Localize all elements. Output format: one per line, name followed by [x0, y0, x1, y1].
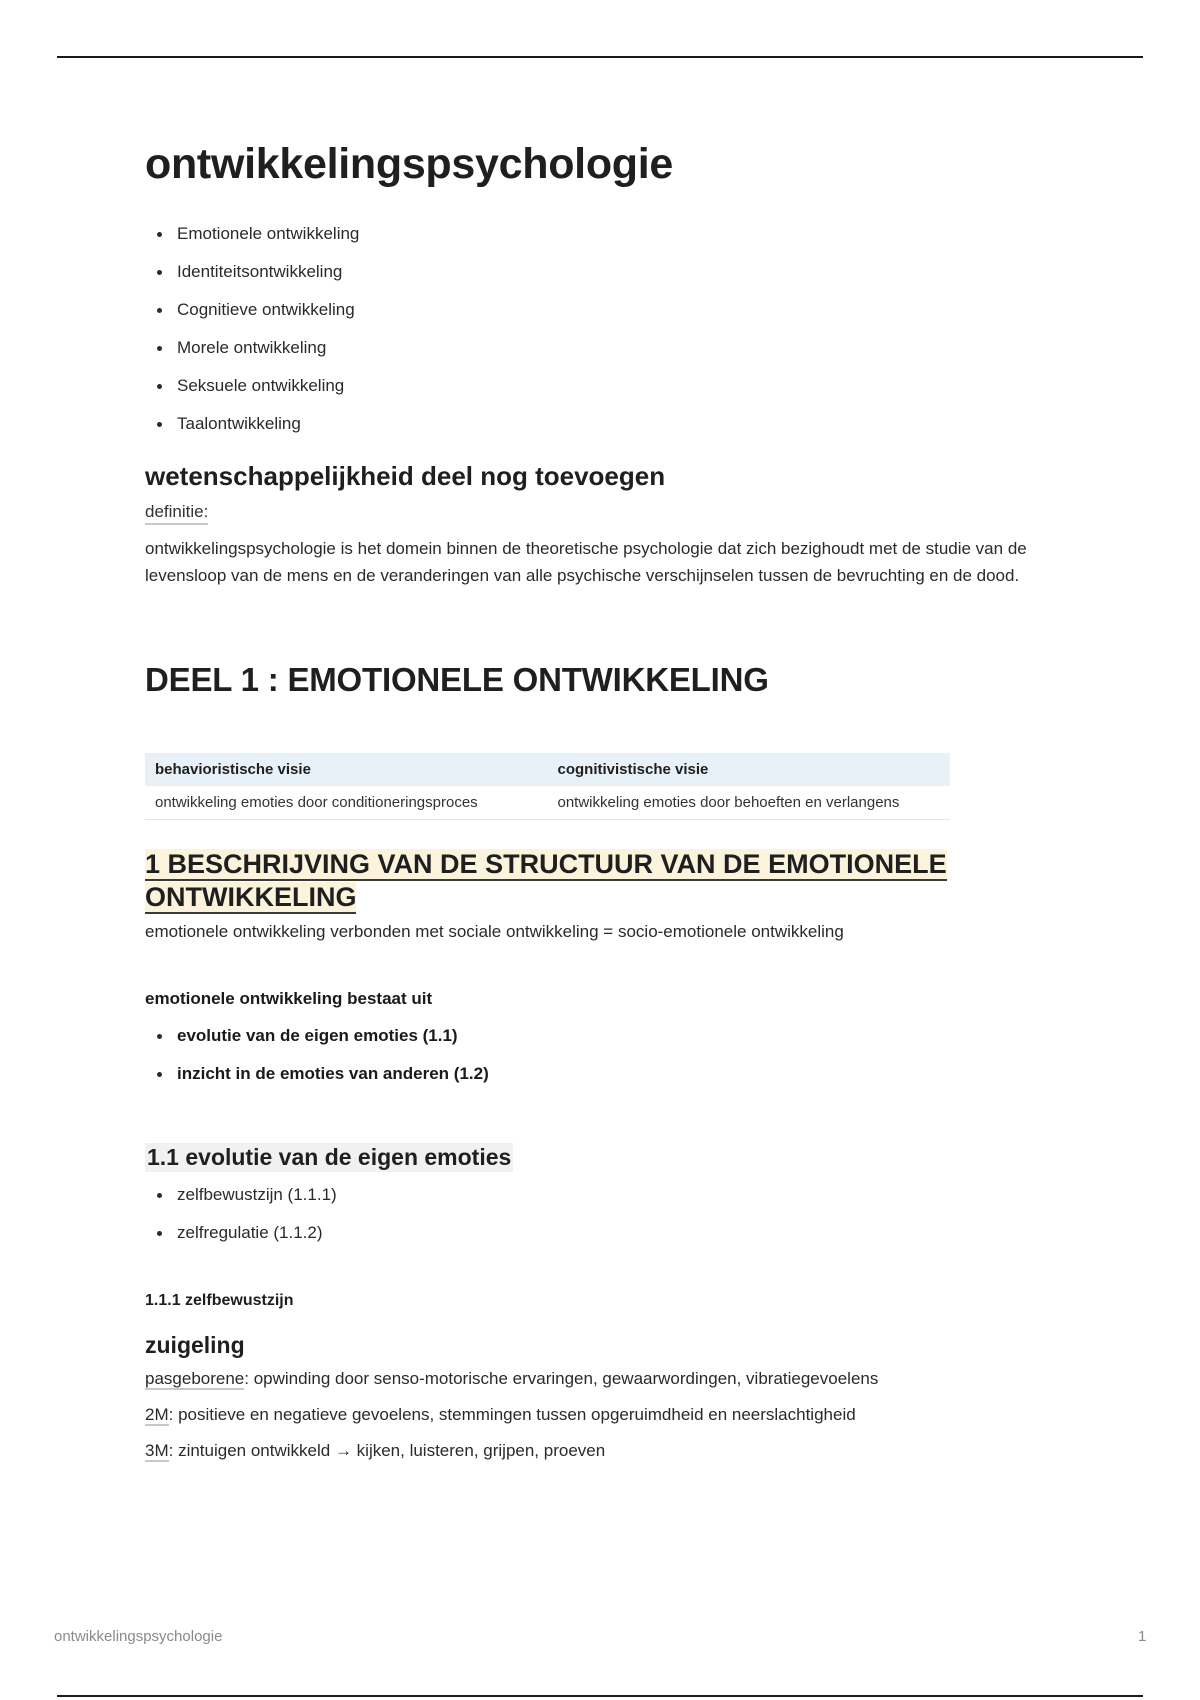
- section1-heading: [145, 848, 1055, 914]
- topic-list: [145, 215, 1055, 443]
- table-cell: ontwikkeling emoties door conditioneringsproces: [145, 786, 548, 820]
- section11-heading: 1.1 evolutie van de eigen emoties: [147, 1144, 512, 1170]
- age-key: pasgeborene: [145, 1369, 245, 1388]
- age-text: : opwinding door senso-motorische ervaringen, gewaarwordingen, vibratiegevoelens: [244, 1369, 879, 1388]
- age-line-2m: [145, 1397, 1055, 1433]
- consists-label: emotionele ontwikkeling bestaat uit: [145, 989, 433, 1008]
- science-heading: wetenschappelijkheid deel nog toevoegen: [145, 461, 666, 491]
- footer-page-number: 1: [1138, 1628, 1147, 1645]
- table-header-row: [145, 753, 950, 786]
- bottom-rule: [57, 1695, 1143, 1697]
- age-text: : positieve en negatieve gevoelens, stemmingen tussen opgeruimdheid en neerslachtigheid: [168, 1405, 856, 1424]
- table-cell: ontwikkeling emoties door behoeften en verlangens: [548, 786, 951, 820]
- age-key: 3M: [145, 1441, 169, 1460]
- section1-heading-line2: ONTWIKKELING: [145, 882, 357, 912]
- consists-list: [145, 1017, 1055, 1093]
- table-row: [145, 786, 950, 820]
- part1-heading: DEEL 1 : EMOTIONELE ONTWIKKELING: [145, 661, 769, 698]
- age-key: 2M: [145, 1405, 169, 1424]
- page-content: [145, 140, 1055, 1469]
- page-title: ontwikkelingspsychologie: [145, 140, 674, 188]
- list-item: Morele ontwikkeling: [177, 329, 1055, 367]
- zuigeling-heading: zuigeling: [145, 1332, 245, 1358]
- age-line-3m: [145, 1433, 1055, 1469]
- list-item: Emotionele ontwikkeling: [177, 215, 1055, 253]
- section1-heading-line1: 1 BESCHRIJVING VAN DE STRUCTUUR VAN DE EMOTIONELE: [145, 849, 947, 879]
- list-item: Seksuele ontwikkeling: [177, 367, 1055, 405]
- definition-label: definitie:: [145, 502, 208, 525]
- section11-list: [145, 1176, 1055, 1252]
- section111-heading: 1.1.1 zelfbewustzijn: [145, 1292, 294, 1309]
- list-item: Cognitieve ontwikkeling: [177, 291, 1055, 329]
- definition-text: ontwikkelingspsychologie is het domein binnen de theoretische psychologie dat zich bezighoudt met de studie van de levensloop van de mens en de veranderingen van alle psychische verschijnselen tussen de bevruchting en de dood.: [145, 539, 1027, 585]
- section1-text: emotionele ontwikkeling verbonden met sociale ontwikkeling = socio-emotionele ontwikkeling: [145, 922, 844, 941]
- list-item: Taalontwikkeling: [177, 405, 1055, 443]
- list-item: inzicht in de emoties van anderen (1.2): [177, 1055, 1055, 1093]
- table-header-cell: cognitivistische visie: [548, 753, 951, 786]
- list-item: evolutie van de eigen emoties (1.1): [177, 1017, 1055, 1055]
- list-item: zelfregulatie (1.1.2): [177, 1214, 1055, 1252]
- age-text: : zintuigen ontwikkeld → kijken, luisteren, grijpen, proeven: [168, 1441, 606, 1460]
- table-header-cell: behavioristische visie: [145, 753, 548, 786]
- visions-table: [145, 753, 950, 820]
- list-item: zelfbewustzijn (1.1.1): [177, 1176, 1055, 1214]
- age-line-newborn: [145, 1361, 1055, 1397]
- top-rule: [57, 56, 1143, 58]
- footer-doc-name: ontwikkelingspsychologie: [54, 1628, 223, 1645]
- list-item: Identiteitsontwikkeling: [177, 253, 1055, 291]
